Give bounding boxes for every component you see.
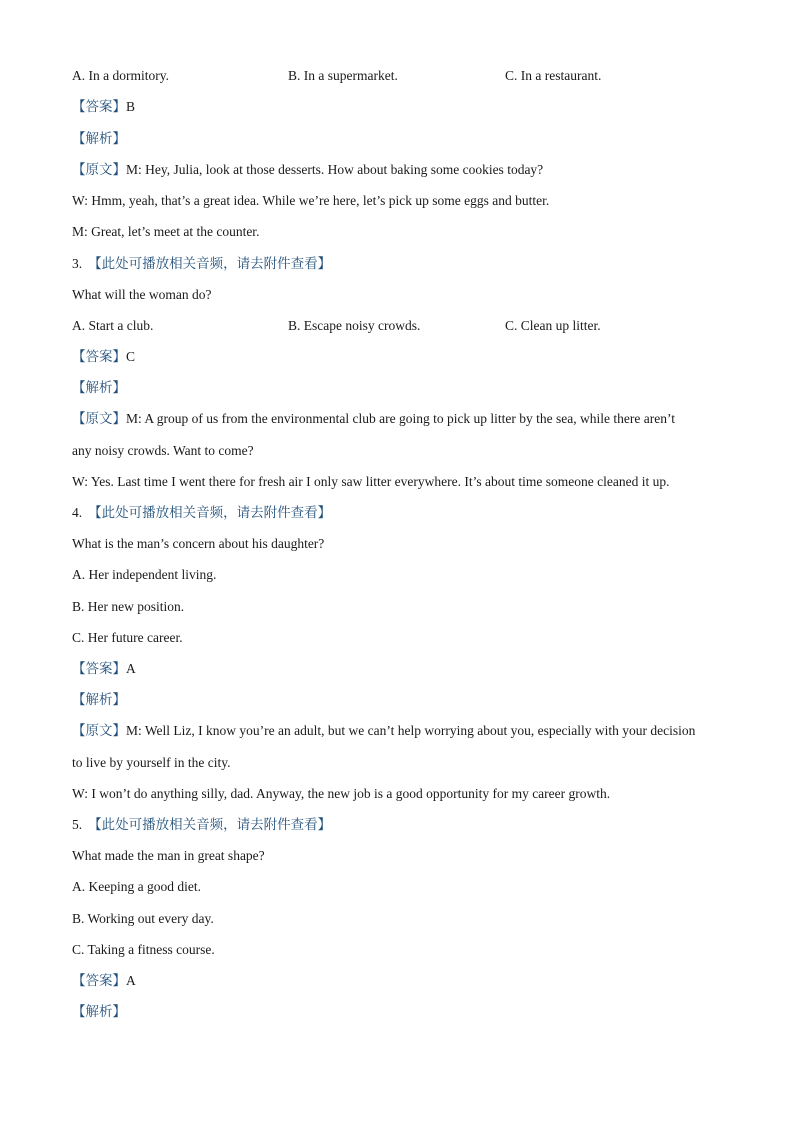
q5-analysis-tag: 【解析】 xyxy=(72,1004,126,1019)
q4-transcript-line: to live by yourself in the city. xyxy=(72,755,231,770)
q4-question: What is the man’s concern about his daughter? xyxy=(72,536,325,551)
q5-heading xyxy=(72,815,722,835)
q4-answer-value: A xyxy=(126,661,136,676)
q2-option-b: B. In a supermarket. xyxy=(288,68,398,83)
q4-answer-tag: 【答案】 xyxy=(72,661,126,676)
q4-option-b: B. Her new position. xyxy=(72,599,185,614)
q4-option-c: C. Her future career. xyxy=(72,630,183,645)
q3-number: 3. xyxy=(72,256,83,271)
q2-transcript-line: W: Hmm, yeah, that’s a great idea. While we’re here, let’s pick up some eggs and butter. xyxy=(72,193,550,208)
q3-option-a: A. Start a club. xyxy=(72,318,154,333)
q2-option-a: A. In a dormitory. xyxy=(72,68,169,83)
q4-answer xyxy=(72,659,722,679)
q5-answer-tag: 【答案】 xyxy=(72,973,126,988)
q3-options xyxy=(72,316,722,336)
q3-transcript-text: M: A group of us from the environmental club are going to pick up litter by the sea, while there aren’t xyxy=(126,411,675,426)
q2-transcript-line xyxy=(72,160,722,180)
q4-transcript-text: M: Well Liz, I know you’re an adult, but we can’t help worrying about you, especially with your decision xyxy=(126,723,696,738)
q5-answer xyxy=(72,971,722,991)
q4-analysis xyxy=(72,690,722,710)
q2-option-c: C. In a restaurant. xyxy=(505,68,602,83)
q4-audio-note: 【此处可播放相关音频，请去附件查看】 xyxy=(88,505,332,520)
q5-answer-value: A xyxy=(126,973,136,988)
q2-analysis-tag: 【解析】 xyxy=(72,131,126,146)
q4-number: 4. xyxy=(72,505,83,520)
q3-answer xyxy=(72,347,722,367)
q2-transcript-text: M: Hey, Julia, look at those desserts. How about baking some cookies today? xyxy=(126,162,544,177)
q2-answer xyxy=(72,97,722,117)
q3-answer-value: C xyxy=(126,349,136,364)
q4-analysis-tag: 【解析】 xyxy=(72,692,126,707)
q4-transcript-line: W: I won’t do anything silly, dad. Anyway, the new job is a good opportunity for my career growth. xyxy=(72,786,611,801)
q5-option-b: B. Working out every day. xyxy=(72,911,214,926)
q4-heading xyxy=(72,503,722,523)
q3-transcript-line xyxy=(72,409,722,429)
q4-transcript-line xyxy=(72,721,722,741)
q3-transcript-line: W: Yes. Last time I went there for fresh air I only saw litter everywhere. It’s about time someone cleaned it up. xyxy=(72,474,670,489)
q3-option-c: C. Clean up litter. xyxy=(505,318,601,333)
q4-transcript-tag: 【原文】 xyxy=(72,723,126,738)
q3-answer-tag: 【答案】 xyxy=(72,349,126,364)
q5-option-c: C. Taking a fitness course. xyxy=(72,942,215,957)
q5-analysis xyxy=(72,1002,722,1022)
q2-answer-tag: 【答案】 xyxy=(72,99,126,114)
q3-audio-note: 【此处可播放相关音频，请去附件查看】 xyxy=(88,256,332,271)
q2-analysis xyxy=(72,129,722,149)
q3-analysis xyxy=(72,378,722,398)
q3-transcript-tag: 【原文】 xyxy=(72,411,126,426)
q3-heading xyxy=(72,254,722,274)
q5-question: What made the man in great shape? xyxy=(72,848,265,863)
q5-audio-note: 【此处可播放相关音频，请去附件查看】 xyxy=(88,817,332,832)
q5-option-a: A. Keeping a good diet. xyxy=(72,879,201,894)
q2-options xyxy=(72,66,722,86)
q3-option-b: B. Escape noisy crowds. xyxy=(288,318,421,333)
q4-option-a: A. Her independent living. xyxy=(72,567,217,582)
q2-transcript-tag: 【原文】 xyxy=(72,162,126,177)
q2-answer-value: B xyxy=(126,99,136,114)
q2-transcript-line: M: Great, let’s meet at the counter. xyxy=(72,224,260,239)
q3-transcript-line: any noisy crowds. Want to come? xyxy=(72,443,254,458)
q3-question: What will the woman do? xyxy=(72,287,212,302)
q5-number: 5. xyxy=(72,817,83,832)
q3-analysis-tag: 【解析】 xyxy=(72,380,126,395)
